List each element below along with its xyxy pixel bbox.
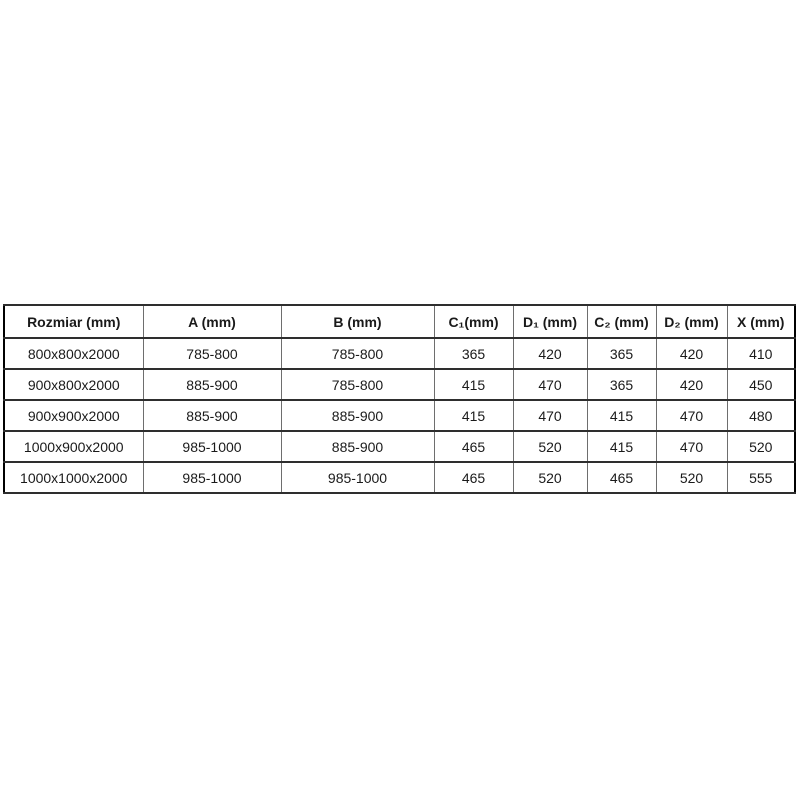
table-row	[4, 462, 795, 493]
table-cell: 415	[434, 400, 513, 431]
table-cell: 470	[656, 431, 727, 462]
table-cell: 420	[513, 338, 587, 369]
table-cell: 410	[727, 338, 795, 369]
table-cell: 480	[727, 400, 795, 431]
column-header-rozmiar: Rozmiar (mm)	[4, 305, 143, 338]
column-header-x: X (mm)	[727, 305, 795, 338]
table-cell: 365	[587, 369, 656, 400]
table-cell: 450	[727, 369, 795, 400]
table-cell: 800x800x2000	[4, 338, 143, 369]
table-cell: 365	[587, 338, 656, 369]
table-cell: 470	[513, 369, 587, 400]
table-cell: 885-900	[143, 400, 281, 431]
column-header-a: A (mm)	[143, 305, 281, 338]
column-header-d1: D₁ (mm)	[513, 305, 587, 338]
table-cell: 420	[656, 338, 727, 369]
table-cell: 885-900	[281, 400, 434, 431]
table-cell: 985-1000	[143, 431, 281, 462]
table-row	[4, 400, 795, 431]
column-header-d2: D₂ (mm)	[656, 305, 727, 338]
size-table-body	[4, 338, 795, 493]
size-table	[3, 304, 796, 494]
table-cell: 785-800	[281, 338, 434, 369]
table-cell: 520	[513, 462, 587, 493]
table-cell: 885-900	[143, 369, 281, 400]
table-cell: 520	[727, 431, 795, 462]
table-cell: 465	[587, 462, 656, 493]
table-cell: 365	[434, 338, 513, 369]
table-cell: 900x800x2000	[4, 369, 143, 400]
table-cell: 1000x1000x2000	[4, 462, 143, 493]
table-cell: 785-800	[281, 369, 434, 400]
table-cell: 415	[434, 369, 513, 400]
table-cell: 465	[434, 462, 513, 493]
table-cell: 1000x900x2000	[4, 431, 143, 462]
table-cell: 520	[656, 462, 727, 493]
table-cell: 985-1000	[281, 462, 434, 493]
table-row	[4, 431, 795, 462]
table-cell: 985-1000	[143, 462, 281, 493]
table-row	[4, 369, 795, 400]
column-header-b: B (mm)	[281, 305, 434, 338]
column-header-c1: C₁(mm)	[434, 305, 513, 338]
column-header-c2: C₂ (mm)	[587, 305, 656, 338]
table-cell: 420	[656, 369, 727, 400]
table-row	[4, 338, 795, 369]
table-cell: 465	[434, 431, 513, 462]
table-cell: 470	[513, 400, 587, 431]
header-row	[4, 305, 795, 338]
table-cell: 520	[513, 431, 587, 462]
table-cell: 415	[587, 431, 656, 462]
table-cell: 470	[656, 400, 727, 431]
table-cell: 415	[587, 400, 656, 431]
table-cell: 555	[727, 462, 795, 493]
table-cell: 885-900	[281, 431, 434, 462]
table-cell: 785-800	[143, 338, 281, 369]
table-cell: 900x900x2000	[4, 400, 143, 431]
